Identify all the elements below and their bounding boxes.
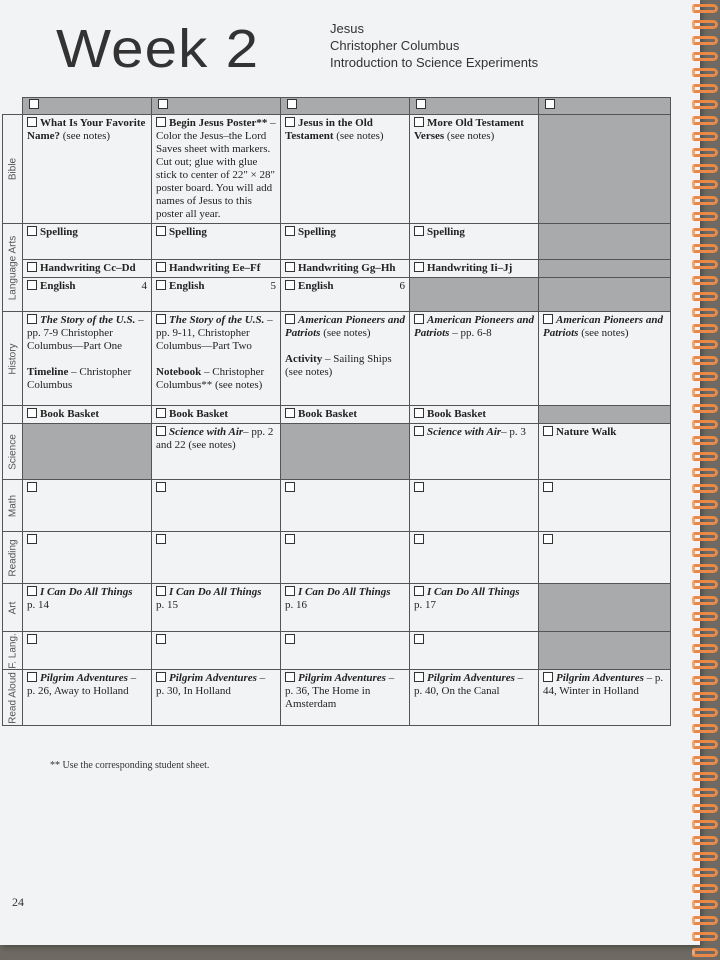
- checkbox[interactable]: [156, 586, 166, 596]
- spiral-coil: [692, 788, 718, 797]
- read-aloud-day4: Pilgrim Adventures – p. 40, On the Canal: [410, 670, 539, 726]
- spiral-coil: [692, 340, 718, 349]
- spiral-coil: [692, 372, 718, 381]
- spiral-coil: [692, 852, 718, 861]
- checkbox[interactable]: [543, 534, 553, 544]
- checkbox[interactable]: [27, 262, 37, 272]
- spiral-coil: [692, 52, 718, 61]
- table-row-english: [3, 278, 671, 312]
- table-row-art: [3, 584, 671, 632]
- spiral-coil: [692, 884, 718, 893]
- checkbox[interactable]: [27, 534, 37, 544]
- spiral-coil: [692, 84, 718, 93]
- handwriting-label: Handwriting Cc–Dd: [40, 262, 136, 274]
- subject-label: Language Arts: [3, 224, 23, 312]
- spiral-coil: [692, 212, 718, 221]
- spiral-coil: [692, 676, 718, 685]
- checkbox[interactable]: [27, 280, 37, 290]
- table-row-reading: [3, 532, 671, 584]
- checkbox[interactable]: [414, 586, 424, 596]
- checkbox[interactable]: [27, 634, 37, 644]
- spiral-coil: [692, 36, 718, 45]
- table-row-read-aloud: [3, 670, 671, 726]
- spiral-coil: [692, 244, 718, 253]
- shaded-cell: [410, 278, 539, 312]
- spelling-label: Spelling: [40, 226, 78, 238]
- spiral-coil: [692, 68, 718, 77]
- english-label: English: [298, 280, 334, 292]
- bible-day4: More Old Testament Verses (see notes): [410, 115, 539, 224]
- spiral-coil: [692, 500, 718, 509]
- book-basket-label: Book Basket: [40, 408, 99, 420]
- art-day4: I Can Do All Things p. 17: [410, 584, 539, 632]
- checkbox[interactable]: [156, 426, 166, 436]
- spiral-coil: [692, 772, 718, 781]
- spiral-coil: [692, 420, 718, 429]
- checkbox[interactable]: [414, 226, 424, 236]
- book-basket-label: Book Basket: [169, 408, 228, 420]
- shaded-cell: [539, 115, 671, 224]
- spiral-coil: [692, 516, 718, 525]
- english-page: 5: [270, 280, 276, 292]
- checkbox[interactable]: [285, 262, 295, 272]
- checkbox[interactable]: [414, 262, 424, 272]
- spiral-coil: [692, 4, 718, 13]
- checkbox[interactable]: [285, 117, 295, 127]
- spiral-coil: [692, 260, 718, 269]
- checkbox[interactable]: [156, 482, 166, 492]
- science-day5: Nature Walk: [539, 424, 671, 480]
- table-row-foreign-language: [3, 632, 671, 670]
- spiral-coil: [692, 756, 718, 765]
- table-row-math: [3, 480, 671, 532]
- checkbox[interactable]: [285, 482, 295, 492]
- spiral-coil: [692, 548, 718, 557]
- shaded-cell: [23, 424, 152, 480]
- checkbox[interactable]: [414, 534, 424, 544]
- checkbox[interactable]: [27, 672, 37, 682]
- spiral-coil: [692, 868, 718, 877]
- spiral-coil: [692, 148, 718, 157]
- checkbox[interactable]: [285, 280, 295, 290]
- table-row-header: [3, 98, 671, 115]
- topic-item: Christopher Columbus: [330, 38, 460, 53]
- art-day2: I Can Do All Things p. 15: [152, 584, 281, 632]
- spiral-coil: [692, 196, 718, 205]
- english-page: 6: [399, 280, 405, 292]
- spiral-coil: [692, 660, 718, 669]
- checkbox[interactable]: [27, 408, 37, 418]
- spiral-coil: [692, 708, 718, 717]
- table-row-handwriting: [3, 260, 671, 278]
- checkbox[interactable]: [285, 634, 295, 644]
- spiral-binding: [686, 0, 720, 960]
- history-day4: American Pioneers and Patriots – pp. 6-8: [410, 312, 539, 406]
- spiral-coil: [692, 276, 718, 285]
- topic-item: Jesus: [330, 21, 364, 36]
- spiral-coil: [692, 804, 718, 813]
- checkbox[interactable]: [156, 534, 166, 544]
- checkbox[interactable]: [414, 482, 424, 492]
- topic-item: Introduction to Science Experiments: [330, 55, 539, 70]
- spiral-coil: [692, 100, 718, 109]
- checkbox[interactable]: [27, 586, 37, 596]
- spiral-coil: [692, 836, 718, 845]
- page-title: Week 2: [56, 19, 260, 79]
- subject-label: Art: [3, 584, 23, 632]
- checkbox[interactable]: [156, 634, 166, 644]
- bible-day1: What Is Your Favorite Name? (see notes): [23, 115, 152, 224]
- checkbox[interactable]: [285, 408, 295, 418]
- read-aloud-day3: Pilgrim Adventures – p. 36, The Home in Amsterdam: [281, 670, 410, 726]
- spiral-coil: [692, 740, 718, 749]
- spelling-label: Spelling: [169, 226, 207, 238]
- checkbox[interactable]: [156, 226, 166, 236]
- handwriting-label: Handwriting Ee–Ff: [169, 262, 261, 274]
- subject-label: Bible: [3, 115, 23, 224]
- shaded-cell: [539, 224, 671, 260]
- spiral-coil: [692, 468, 718, 477]
- checkbox[interactable]: [158, 99, 168, 109]
- checkbox[interactable]: [156, 262, 166, 272]
- spiral-coil: [692, 324, 718, 333]
- checkbox[interactable]: [156, 280, 166, 290]
- table-row-spelling: [3, 224, 671, 260]
- checkbox[interactable]: [543, 314, 553, 324]
- spelling-label: Spelling: [427, 226, 465, 238]
- history-day5: American Pioneers and Patriots (see notes): [539, 312, 671, 406]
- spiral-coil: [692, 388, 718, 397]
- checkbox[interactable]: [416, 99, 426, 109]
- history-day1: The Story of the U.S. – pp. 7-9 Christopher Columbus—Part One Timeline – Christopher Columbus: [23, 312, 152, 406]
- handwriting-label: Handwriting Ii–Jj: [427, 262, 513, 274]
- subject-label: Science: [3, 424, 23, 480]
- art-day1: I Can Do All Things p. 14: [23, 584, 152, 632]
- subject-label: F. Lang.: [3, 632, 23, 670]
- history-day3: American Pioneers and Patriots (see notes) Activity – Sailing Ships (see notes): [281, 312, 410, 406]
- checkbox[interactable]: [285, 226, 295, 236]
- checkbox[interactable]: [27, 314, 37, 324]
- week-topics: [330, 20, 538, 71]
- spiral-coil: [692, 932, 718, 941]
- spiral-coil: [692, 116, 718, 125]
- checkbox[interactable]: [27, 482, 37, 492]
- spiral-coil: [692, 308, 718, 317]
- footnote: ** Use the corresponding student sheet.: [50, 760, 210, 771]
- spiral-coil: [692, 452, 718, 461]
- shaded-cell: [281, 424, 410, 480]
- spiral-coil: [692, 948, 718, 957]
- subject-label: Reading: [3, 532, 23, 584]
- table-row-bible: [3, 115, 671, 224]
- checkbox[interactable]: [414, 117, 424, 127]
- spiral-coil: [692, 484, 718, 493]
- spiral-coil: [692, 132, 718, 141]
- spiral-coil: [692, 596, 718, 605]
- checkbox[interactable]: [156, 408, 166, 418]
- spiral-coil: [692, 436, 718, 445]
- shaded-cell: [539, 260, 671, 278]
- checkbox[interactable]: [543, 672, 553, 682]
- checkbox[interactable]: [156, 117, 166, 127]
- art-day3: I Can Do All Things p. 16: [281, 584, 410, 632]
- page-number: 24: [12, 895, 24, 909]
- shaded-cell: [539, 406, 671, 424]
- science-day2: Science with Air– pp. 2 and 22 (see notes): [152, 424, 281, 480]
- checkbox[interactable]: [27, 117, 37, 127]
- bible-day3: Jesus in the Old Testament (see notes): [281, 115, 410, 224]
- checkbox[interactable]: [156, 672, 166, 682]
- read-aloud-day5: Pilgrim Adventures – p. 44, Winter in Holland: [539, 670, 671, 726]
- book-basket-label: Book Basket: [298, 408, 357, 420]
- checkbox[interactable]: [285, 672, 295, 682]
- bible-day2: Begin Jesus Poster** – Color the Jesus–the Lord Saves sheet with markers. Cut out; glue with glue stick to center of 22" × 28" poster board. You will add names of Jesus to this poster all year.: [152, 115, 281, 224]
- shaded-cell: [539, 584, 671, 632]
- table-row-history: [3, 312, 671, 406]
- checkbox[interactable]: [414, 408, 424, 418]
- table-row-book-basket: [3, 406, 671, 424]
- shaded-cell: [539, 632, 671, 670]
- checkbox[interactable]: [414, 314, 424, 324]
- spiral-coil: [692, 820, 718, 829]
- checkbox[interactable]: [285, 314, 295, 324]
- checkbox[interactable]: [29, 99, 39, 109]
- subject-label: Read Aloud: [3, 670, 23, 726]
- spiral-coil: [692, 180, 718, 189]
- spiral-coil: [692, 900, 718, 909]
- checkbox[interactable]: [545, 99, 555, 109]
- spiral-coil: [692, 628, 718, 637]
- checkbox[interactable]: [287, 99, 297, 109]
- spiral-coil: [692, 916, 718, 925]
- spiral-coil: [692, 724, 718, 733]
- spiral-coil: [692, 20, 718, 29]
- subject-label: Math: [3, 480, 23, 532]
- english-label: English: [40, 280, 76, 292]
- checkbox[interactable]: [414, 672, 424, 682]
- spiral-coil: [692, 164, 718, 173]
- science-day4: Science with Air– p. 3: [410, 424, 539, 480]
- schedule-table: [2, 97, 671, 726]
- handwriting-label: Handwriting Gg–Hh: [298, 262, 396, 274]
- shaded-cell: [539, 278, 671, 312]
- spiral-coil: [692, 564, 718, 573]
- checkbox[interactable]: [156, 314, 166, 324]
- read-aloud-day1: Pilgrim Adventures – p. 26, Away to Holland: [23, 670, 152, 726]
- spiral-coil: [692, 292, 718, 301]
- spiral-coil: [692, 692, 718, 701]
- checkbox[interactable]: [285, 534, 295, 544]
- spiral-coil: [692, 612, 718, 621]
- read-aloud-day2: Pilgrim Adventures – p. 30, In Holland: [152, 670, 281, 726]
- table-row-science: [3, 424, 671, 480]
- spiral-coil: [692, 356, 718, 365]
- book-basket-label: Book Basket: [427, 408, 486, 420]
- spelling-label: Spelling: [298, 226, 336, 238]
- checkbox[interactable]: [414, 634, 424, 644]
- history-day2: The Story of the U.S. – pp. 9-11, Christopher Columbus—Part Two Notebook – Christopher Columbus** (see notes): [152, 312, 281, 406]
- checkbox[interactable]: [27, 226, 37, 236]
- english-label: English: [169, 280, 205, 292]
- checkbox[interactable]: [543, 482, 553, 492]
- spiral-coil: [692, 404, 718, 413]
- spiral-coil: [692, 580, 718, 589]
- checkbox[interactable]: [414, 426, 424, 436]
- checkbox[interactable]: [543, 426, 553, 436]
- spiral-coil: [692, 644, 718, 653]
- spiral-coil: [692, 228, 718, 237]
- subject-label: History: [3, 312, 23, 406]
- spiral-coil: [692, 532, 718, 541]
- checkbox[interactable]: [285, 586, 295, 596]
- english-page: 4: [141, 280, 147, 292]
